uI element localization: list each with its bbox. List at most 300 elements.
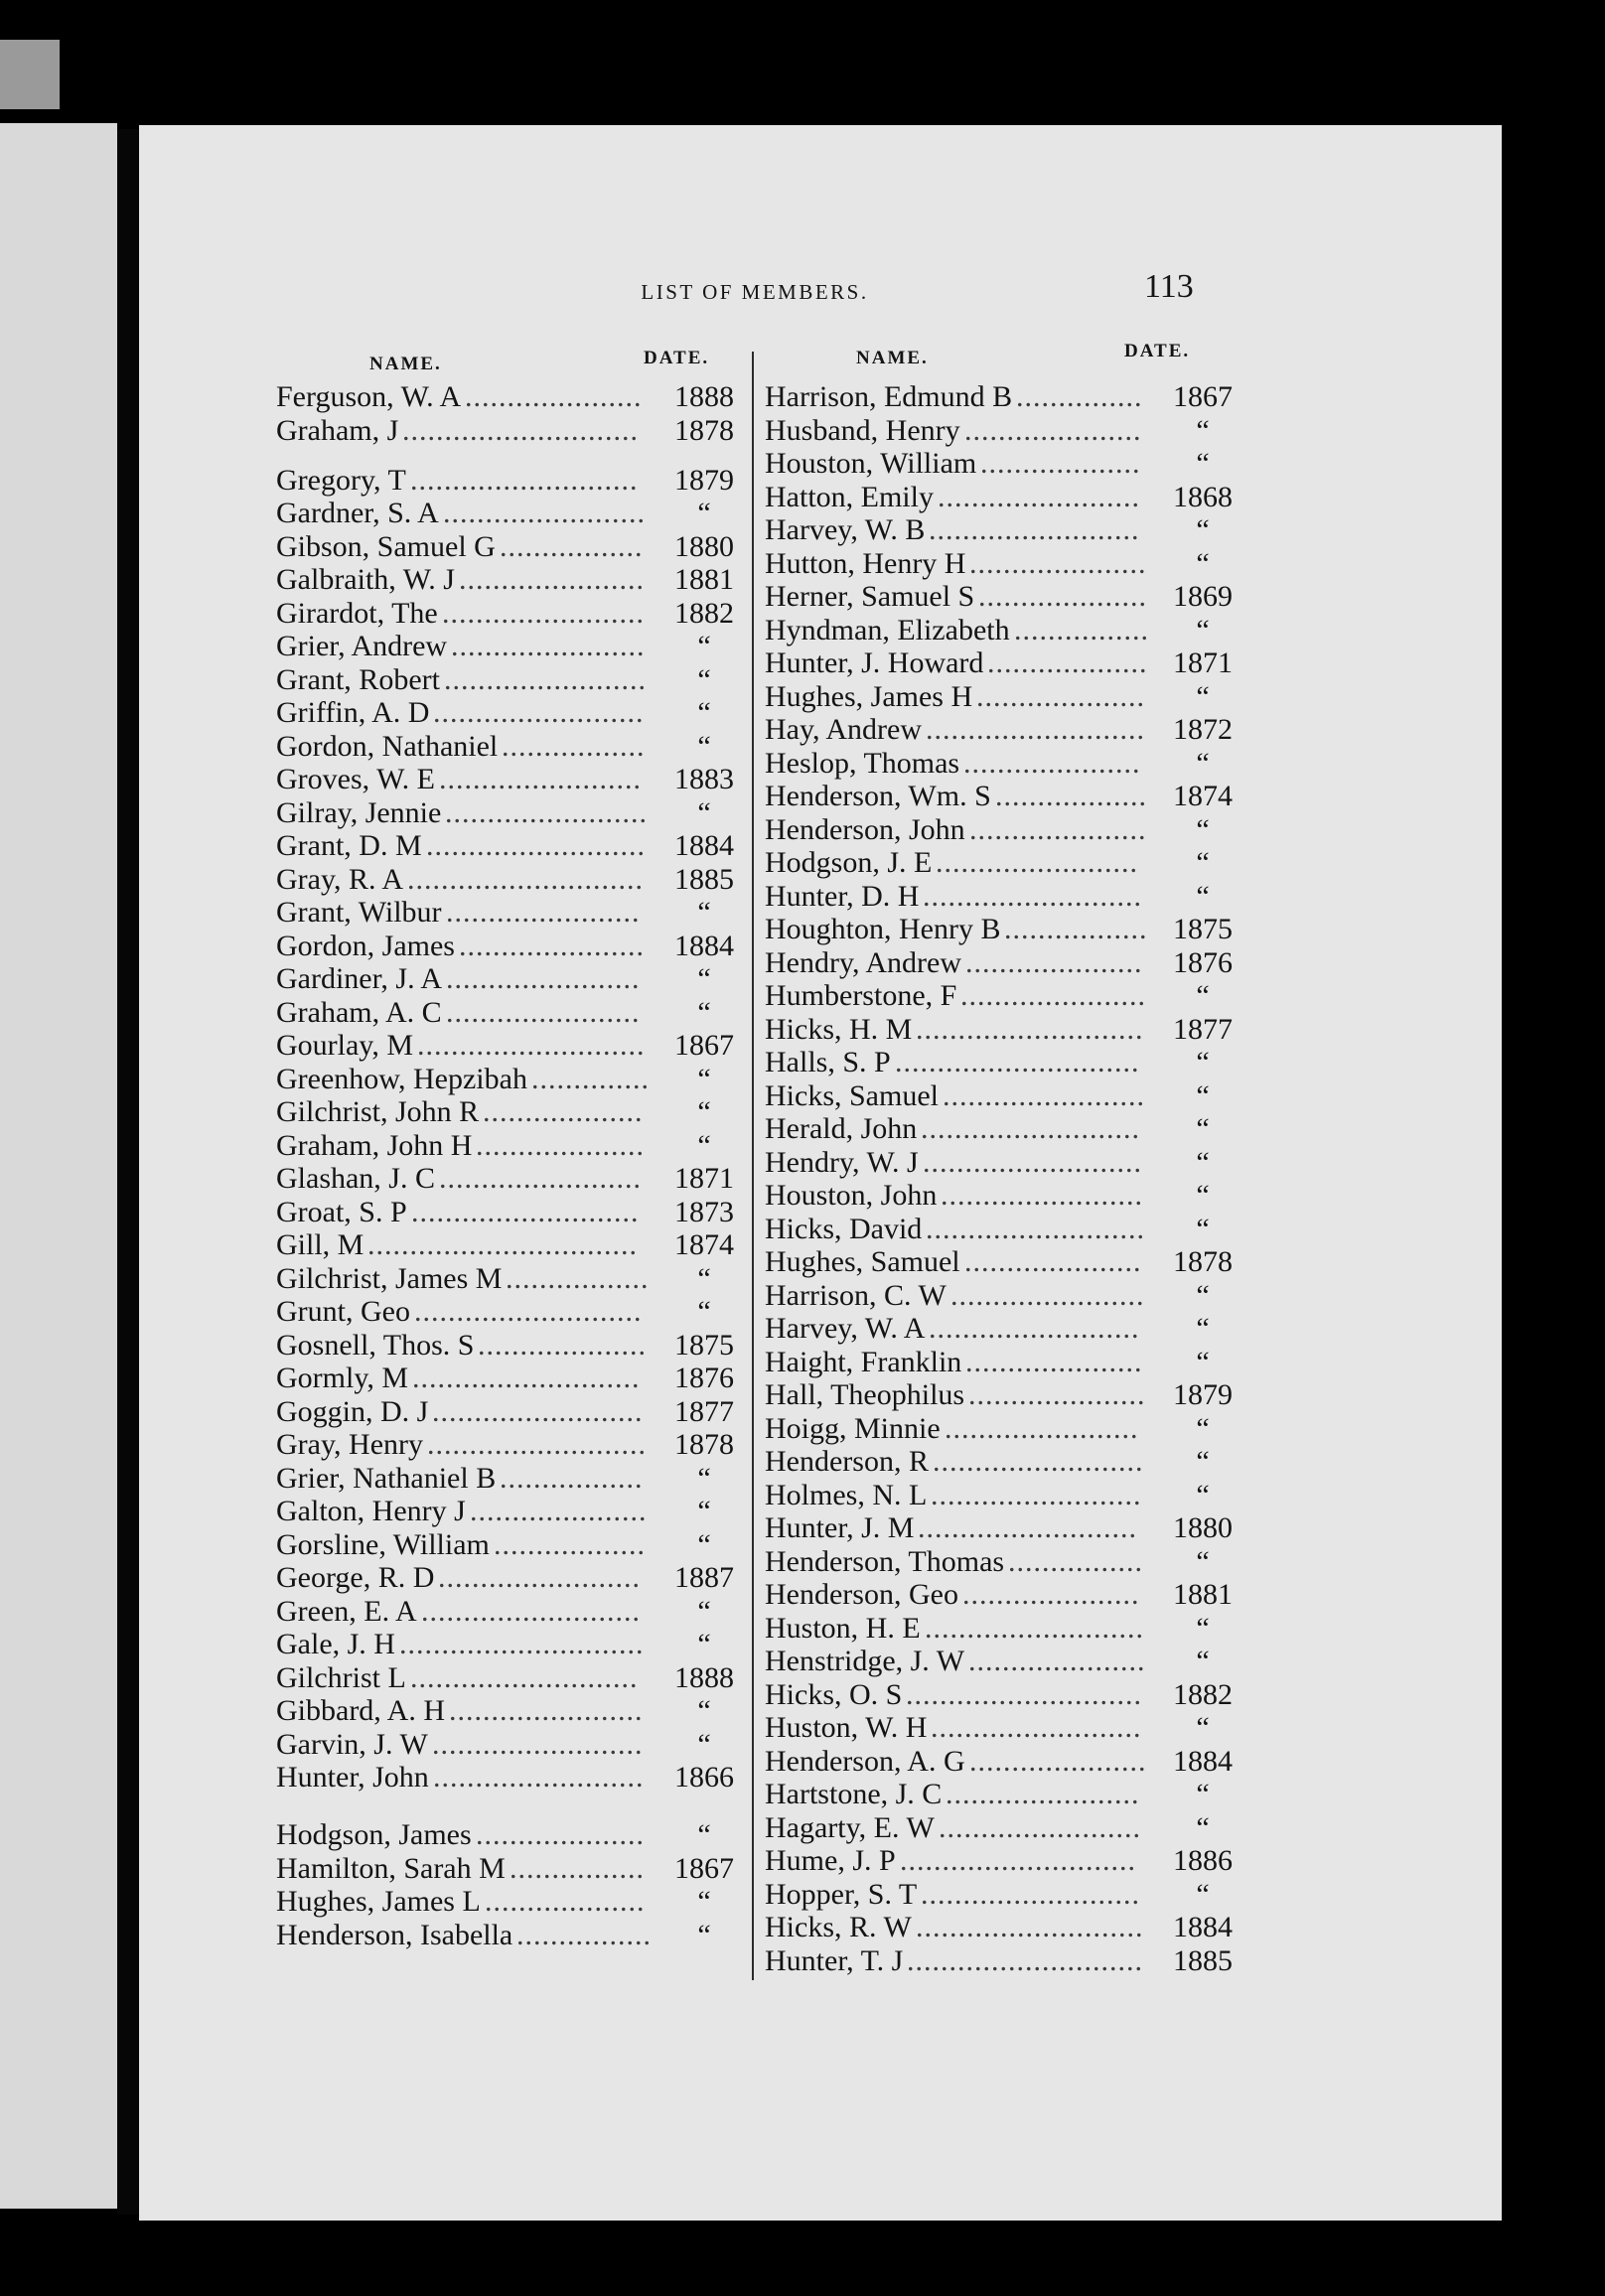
member-row: [276, 1162, 743, 1196]
member-name: Gilray, Jennie: [276, 795, 442, 829]
membership-date: “: [697, 1918, 711, 1951]
membership-date: “: [697, 1628, 711, 1660]
member-row: [276, 763, 743, 796]
dot-leader: ....................: [978, 580, 1147, 613]
membership-date: “: [1196, 1544, 1210, 1578]
member-row: [765, 1778, 1241, 1811]
member-row: [765, 913, 1241, 946]
membership-date: “: [697, 1261, 711, 1295]
membership-date: “: [697, 662, 711, 696]
member-row: [276, 497, 743, 530]
member-name: Hopper, S. T: [765, 1877, 918, 1911]
member-name: Harrison, Edmund B: [765, 380, 1013, 413]
membership-date: 1871: [1173, 646, 1233, 679]
membership-date: “: [697, 1818, 711, 1851]
membership-date: “: [1196, 1778, 1210, 1810]
member-row: [765, 414, 1241, 448]
member-row: [276, 1885, 743, 1919]
dot-leader: ...........................: [410, 1660, 639, 1694]
member-name: Harrison, C. W: [765, 1278, 947, 1312]
member-name: Galton, Henry J: [276, 1495, 466, 1527]
dot-leader: ...........................: [410, 463, 639, 497]
membership-date: “: [697, 1527, 711, 1561]
member-row: [276, 1428, 743, 1462]
dot-leader: .........................: [931, 1478, 1142, 1511]
member-row: [276, 930, 743, 963]
member-row: [276, 1029, 743, 1063]
member-name: Grier, Andrew: [276, 630, 448, 662]
member-row: [765, 1179, 1241, 1213]
member-row: [765, 1479, 1241, 1512]
member-row: [765, 646, 1241, 680]
dot-leader: ................: [1014, 613, 1149, 646]
dot-leader: .......................: [446, 995, 641, 1029]
dot-leader: ...................: [987, 646, 1148, 679]
dot-leader: ...............: [1016, 380, 1143, 413]
dot-leader: ..........................: [918, 1511, 1137, 1544]
member-name: Henderson, Isabella: [276, 1918, 513, 1951]
membership-date: “: [697, 1594, 711, 1628]
member-row: [765, 1511, 1241, 1545]
dot-leader: .....................: [965, 1345, 1143, 1378]
dot-leader: ........................: [438, 1561, 641, 1594]
membership-date: “: [1196, 1877, 1210, 1911]
member-row: [276, 1063, 743, 1096]
membership-date: “: [1196, 613, 1210, 646]
dot-leader: ........................: [442, 596, 645, 630]
dot-leader: .......................: [449, 1694, 644, 1727]
dot-leader: .......................: [945, 1411, 1139, 1445]
dot-leader: .........................: [432, 1727, 644, 1761]
member-row: [765, 1346, 1241, 1379]
member-name: Galbraith, W. J: [276, 563, 455, 596]
member-name: Hoigg, Minnie: [765, 1411, 941, 1445]
dot-leader: ...........................: [412, 1362, 641, 1394]
membership-date: “: [1196, 1345, 1210, 1378]
dot-leader: ..........................: [421, 1594, 641, 1628]
membership-date: 1881: [674, 563, 734, 596]
member-name: Hunter, J. M: [765, 1511, 915, 1544]
member-name: Hunter, J. Howard: [765, 646, 984, 679]
right-name-header: NAME.: [856, 348, 929, 368]
dot-leader: ................: [1008, 1544, 1143, 1578]
membership-date: 1883: [674, 763, 734, 795]
dot-leader: ...................: [485, 1885, 646, 1918]
member-name: Heslop, Thomas: [765, 746, 960, 780]
dot-leader: .........................: [433, 1761, 645, 1794]
membership-date: 1866: [674, 1761, 734, 1794]
member-name: Grunt, Geo: [276, 1295, 410, 1328]
membership-date: “: [1196, 1145, 1210, 1179]
member-name: Halls, S. P: [765, 1046, 891, 1078]
member-row: [765, 1079, 1241, 1113]
membership-date: “: [697, 1694, 711, 1727]
member-row: [276, 1694, 743, 1728]
dot-leader: .......................: [451, 630, 646, 662]
left-member-column: [276, 380, 743, 1951]
member-name: Hicks, Samuel: [765, 1078, 939, 1112]
member-name: Herald, John: [765, 1112, 918, 1145]
dot-leader: ..........................: [921, 1112, 1140, 1145]
membership-date: 1878: [674, 413, 734, 447]
member-name: Green, E. A: [276, 1594, 417, 1628]
member-name: Garvin, J. W: [276, 1727, 428, 1761]
member-name: Herner, Samuel S: [765, 580, 975, 613]
member-name: Gray, Henry: [276, 1428, 423, 1461]
membership-date: “: [697, 962, 711, 995]
membership-date: “: [697, 1885, 711, 1918]
member-name: Hunter, D. H: [765, 879, 920, 913]
member-row: [765, 1213, 1241, 1246]
membership-date: 1884: [674, 929, 734, 962]
running-head: LIST OF MEMBERS.: [641, 280, 869, 304]
member-name: Henderson, A. G: [765, 1744, 965, 1778]
member-row: [276, 1561, 743, 1595]
facing-page-edge: [0, 123, 117, 2209]
dot-leader: ..............: [531, 1062, 650, 1095]
membership-date: 1877: [1173, 1012, 1233, 1046]
member-name: Hume, J. P: [765, 1844, 896, 1877]
member-row: [276, 597, 743, 631]
member-row: [276, 1129, 743, 1163]
dot-leader: ..........................: [923, 879, 1142, 913]
membership-date: “: [697, 1128, 711, 1162]
member-name: Hicks, David: [765, 1212, 923, 1245]
member-row: [765, 447, 1241, 481]
member-row: [765, 1312, 1241, 1346]
membership-date: 1884: [674, 829, 734, 862]
dot-leader: ......................: [459, 929, 645, 962]
dot-leader: ........................: [938, 480, 1140, 513]
member-row: [765, 1112, 1241, 1146]
member-name: Gale, J. H: [276, 1628, 395, 1660]
member-row: [276, 829, 743, 863]
member-row: [765, 979, 1241, 1013]
member-row: [765, 547, 1241, 581]
membership-date: 1875: [1173, 913, 1233, 945]
member-name: Hodgson, James: [276, 1818, 472, 1851]
dot-leader: .....................: [465, 380, 643, 413]
dot-leader: .......................: [446, 896, 641, 929]
membership-date: “: [697, 995, 711, 1029]
member-row: [276, 1528, 743, 1562]
member-name: Hodgson, J. E: [765, 846, 933, 879]
member-name: Henderson, R: [765, 1445, 929, 1478]
dot-leader: ....................: [476, 1818, 645, 1851]
membership-date: “: [1196, 1478, 1210, 1511]
member-name: Hughes, Samuel: [765, 1245, 960, 1278]
membership-date: “: [697, 630, 711, 662]
member-row: [765, 1878, 1241, 1912]
member-name: Hicks, H. M: [765, 1012, 913, 1046]
member-row: [765, 780, 1241, 813]
membership-date: “: [697, 1461, 711, 1495]
member-name: Gregory, T: [276, 463, 406, 497]
member-name: George, R. D: [276, 1561, 435, 1594]
left-name-header: NAME.: [369, 354, 442, 374]
dot-leader: .........................: [929, 1312, 1140, 1345]
membership-date: “: [1196, 1078, 1210, 1112]
membership-date: 1867: [1173, 380, 1233, 413]
dot-leader: .....................: [965, 945, 1143, 979]
dot-leader: ........................: [439, 763, 642, 795]
member-name: Gardiner, J. A: [276, 962, 443, 995]
member-row: [765, 1445, 1241, 1479]
dot-leader: ..................: [995, 780, 1147, 812]
dot-leader: .......................: [446, 962, 641, 995]
member-row: [276, 730, 743, 764]
membership-date: “: [697, 497, 711, 529]
dot-leader: .....................: [964, 413, 1142, 447]
membership-date: 1880: [674, 529, 734, 563]
dot-leader: ........................: [444, 662, 647, 696]
member-row: [276, 1728, 743, 1762]
membership-date: 1867: [674, 1851, 734, 1885]
membership-date: 1868: [1173, 480, 1233, 513]
member-row: [765, 880, 1241, 914]
member-row: [276, 696, 743, 730]
member-row: [765, 614, 1241, 647]
member-row: [765, 946, 1241, 980]
member-row: [765, 1578, 1241, 1612]
member-row: [276, 663, 743, 697]
dot-leader: .....................: [470, 1495, 648, 1527]
member-row: [765, 380, 1241, 414]
member-name: Holmes, N. L: [765, 1478, 928, 1511]
membership-date: 1876: [1173, 945, 1233, 979]
membership-date: “: [1196, 1711, 1210, 1744]
dot-leader: ....................: [476, 1128, 645, 1162]
member-name: Henderson, John: [765, 812, 965, 846]
membership-date: “: [1196, 812, 1210, 846]
member-row: [276, 530, 743, 564]
dot-leader: .............................: [895, 1046, 1140, 1078]
member-row: [765, 1146, 1241, 1180]
member-row: [765, 1811, 1241, 1845]
member-name: Gilchrist, John R: [276, 1095, 480, 1128]
member-row: [276, 630, 743, 663]
membership-date: “: [697, 896, 711, 929]
membership-date: 1874: [674, 1228, 734, 1261]
membership-date: “: [1196, 979, 1210, 1012]
member-row: [765, 481, 1241, 514]
member-row: [276, 1852, 743, 1886]
member-row: [276, 1628, 743, 1661]
left-date-header: DATE.: [644, 348, 710, 368]
dot-leader: ........................: [941, 1179, 1143, 1212]
dot-leader: .................: [502, 729, 646, 763]
member-row: [765, 580, 1241, 614]
member-name: Groves, W. E: [276, 763, 435, 795]
member-row: [765, 513, 1241, 547]
dot-leader: ..........................: [923, 1145, 1142, 1179]
dot-leader: .....................: [962, 1578, 1140, 1611]
dot-leader: .....................: [964, 1245, 1142, 1278]
member-name: Hendry, W. J: [765, 1145, 919, 1179]
dot-leader: .....................: [969, 1744, 1147, 1778]
member-row: [276, 1362, 743, 1395]
member-name: Hendry, Andrew: [765, 945, 962, 979]
member-name: Graham, A. C: [276, 995, 442, 1029]
member-row: [276, 962, 743, 996]
member-row: [765, 1279, 1241, 1313]
member-name: Grant, Wilbur: [276, 896, 442, 929]
dot-leader: .................: [506, 1261, 650, 1295]
member-row: [276, 1462, 743, 1496]
dot-leader: ..........................: [921, 1877, 1140, 1911]
right-date-header: DATE.: [1124, 341, 1191, 361]
member-name: Henderson, Wm. S: [765, 780, 991, 812]
membership-date: 1881: [1173, 1578, 1233, 1611]
member-name: Grant, Robert: [276, 662, 440, 696]
membership-date: 1888: [674, 380, 734, 413]
member-name: Harvey, W. B: [765, 513, 926, 546]
member-row: [765, 813, 1241, 847]
member-row: [276, 1329, 743, 1363]
member-name: Girardot, The: [276, 596, 438, 630]
membership-date: “: [1196, 1445, 1210, 1478]
member-name: Gilchrist L: [276, 1660, 406, 1694]
membership-date: “: [1196, 1312, 1210, 1345]
membership-date: “: [697, 1727, 711, 1761]
membership-date: “: [1196, 513, 1210, 546]
member-row: [276, 1661, 743, 1695]
member-row: [276, 996, 743, 1030]
member-name: Hagarty, E. W: [765, 1810, 935, 1844]
membership-date: 1886: [1173, 1844, 1233, 1877]
dot-leader: ............................: [407, 862, 644, 896]
member-name: Grier, Nathaniel B: [276, 1461, 497, 1495]
member-row: [276, 863, 743, 897]
member-row: [765, 1745, 1241, 1779]
membership-date: 1879: [1173, 1378, 1233, 1411]
membership-date: “: [1196, 879, 1210, 913]
member-name: Gardner, S. A: [276, 497, 439, 529]
dot-leader: ........................: [445, 795, 648, 829]
member-name: Gibson, Samuel G: [276, 529, 496, 563]
dot-leader: .....................: [968, 1378, 1146, 1411]
membership-date: “: [1196, 1810, 1210, 1844]
member-name: Gosnell, Thos. S: [276, 1328, 475, 1362]
member-name: Gilchrist, James M: [276, 1261, 503, 1295]
dot-leader: ......................: [459, 563, 645, 596]
membership-date: 1867: [674, 1029, 734, 1062]
member-name: Houghton, Henry B: [765, 913, 1001, 945]
member-name: Hughes, James L: [276, 1885, 481, 1918]
membership-date: 1887: [674, 1561, 734, 1594]
membership-date: “: [1196, 1046, 1210, 1078]
dot-leader: ...................: [483, 1095, 644, 1128]
member-name: Hartstone, J. C: [765, 1778, 943, 1810]
member-name: Gordon, Nathaniel: [276, 729, 499, 763]
membership-date: “: [697, 696, 711, 729]
member-row: [276, 464, 743, 498]
dot-leader: ................................: [367, 1228, 638, 1261]
member-name: Gorsline, William: [276, 1527, 490, 1561]
member-name: Huston, W. H: [765, 1711, 928, 1744]
member-row: [765, 713, 1241, 747]
membership-date: 1888: [674, 1660, 734, 1694]
member-name: Gibbard, A. H: [276, 1694, 445, 1727]
member-row: [276, 796, 743, 830]
member-name: Gormly, M: [276, 1362, 409, 1394]
member-name: Henderson, Thomas: [765, 1544, 1005, 1578]
dot-leader: ...........................: [417, 1029, 646, 1062]
member-name: Haight, Franklin: [765, 1345, 962, 1378]
membership-date: “: [1196, 413, 1210, 447]
membership-date: 1876: [674, 1362, 734, 1394]
dot-leader: ............................: [906, 1677, 1142, 1711]
dot-leader: .................: [1004, 913, 1148, 945]
dot-leader: ...........................: [411, 1195, 640, 1228]
membership-date: 1875: [674, 1328, 734, 1362]
member-row: [765, 1378, 1241, 1412]
membership-date: “: [1196, 546, 1210, 580]
member-row: [765, 1678, 1241, 1712]
membership-date: “: [1196, 846, 1210, 879]
member-name: Hutton, Henry H: [765, 546, 966, 580]
member-name: Hamilton, Sarah M: [276, 1851, 506, 1885]
dot-leader: .......................: [950, 1278, 1145, 1312]
member-row: [765, 1911, 1241, 1944]
dot-leader: ......................: [960, 979, 1146, 1012]
membership-date: “: [697, 1062, 711, 1095]
member-row: [765, 1711, 1241, 1745]
dot-leader: ..........................: [925, 1611, 1144, 1645]
member-row: [765, 680, 1241, 714]
member-row: [765, 1412, 1241, 1446]
member-name: Hunter, T. J: [765, 1943, 904, 1977]
right-member-column: [765, 380, 1241, 1977]
member-name: Hay, Andrew: [765, 713, 923, 746]
dot-leader: ...........................: [916, 1911, 1144, 1943]
member-name: Ferguson, W. A: [276, 380, 462, 413]
member-row: [765, 1645, 1241, 1678]
member-row: [765, 1944, 1241, 1978]
membership-date: 1885: [1173, 1943, 1233, 1977]
member-row: [765, 1046, 1241, 1079]
member-row: [276, 1919, 743, 1952]
member-row: [276, 380, 743, 414]
membership-date: “: [1196, 1212, 1210, 1245]
member-row: [276, 896, 743, 930]
membership-date: 1878: [1173, 1245, 1233, 1278]
membership-date: 1877: [674, 1394, 734, 1428]
member-name: Gill, M: [276, 1228, 365, 1261]
member-name: Graham, John H: [276, 1128, 473, 1162]
dot-leader: ..........................: [926, 713, 1145, 746]
member-row: [276, 1495, 743, 1528]
member-name: Hyndman, Elizabeth: [765, 613, 1010, 646]
dot-leader: ........................: [439, 1162, 642, 1195]
member-row: [276, 1196, 743, 1229]
dot-leader: ...................: [980, 447, 1141, 480]
member-name: Hunter, John: [276, 1761, 429, 1794]
dot-leader: .....................: [963, 746, 1141, 780]
dot-leader: ..........................: [926, 1212, 1145, 1245]
member-name: Gourlay, M: [276, 1029, 414, 1062]
member-name: Hicks, O. S: [765, 1677, 903, 1711]
member-row: [765, 1545, 1241, 1579]
member-row: [765, 846, 1241, 880]
dot-leader: .........................: [933, 1445, 1144, 1478]
membership-date: “: [1196, 1611, 1210, 1645]
membership-date: “: [1196, 1645, 1210, 1677]
membership-date: “: [1196, 1179, 1210, 1212]
dot-leader: ............................: [907, 1943, 1143, 1977]
member-row: [276, 1295, 743, 1329]
member-name: Goggin, D. J: [276, 1394, 429, 1428]
